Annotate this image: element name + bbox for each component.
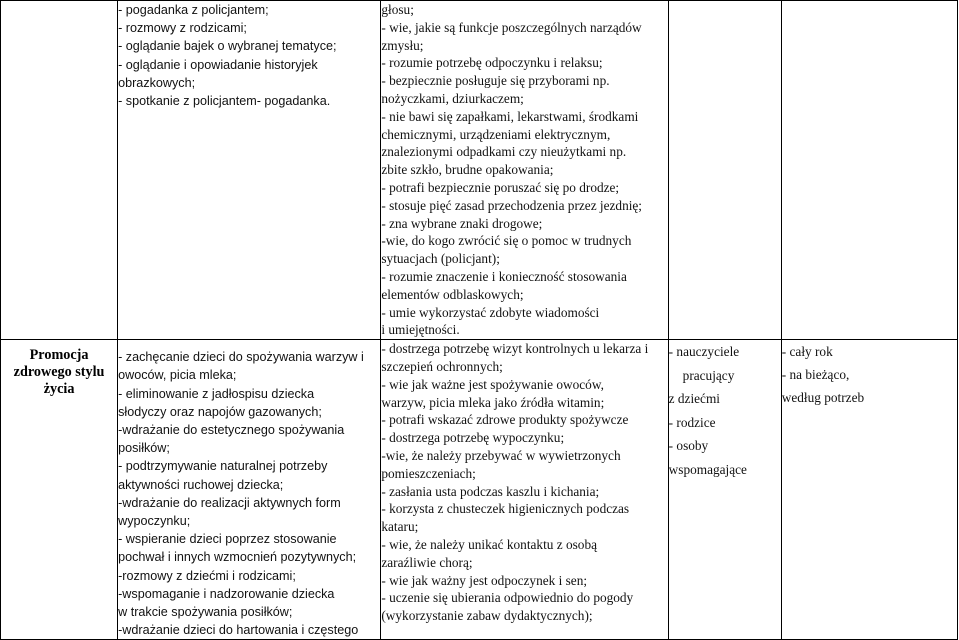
area-cell-empty xyxy=(1,1,118,340)
activity-line: posiłków; xyxy=(118,441,170,456)
activity-line: -wdrażanie dzieci do hartowania i częstego xyxy=(118,623,359,638)
outcome-line: (wykorzystanie zabaw dydaktycznych); xyxy=(381,608,593,624)
outcome-line: - stosuje pięć zasad przechodzenia przez jezdnię; xyxy=(381,197,643,213)
outcomes-list xyxy=(381,1,667,339)
activity-line: - zachęcanie dzieci do spożywania warzyw i xyxy=(118,350,364,365)
responsible-cell xyxy=(668,340,781,640)
activity-line: -rozmowy z dziećmi i rodzicami; xyxy=(118,568,296,583)
outcome-line: nożyczkami, dziurkaczem; xyxy=(381,90,524,106)
activities-cell xyxy=(118,1,381,340)
outcome-line: -wie, do kogo zwrócić się o pomoc w trudnych xyxy=(381,233,632,249)
timing-cell-empty xyxy=(781,1,957,340)
outcome-line: - wie, że należy unikać kontaktu z osobą xyxy=(381,536,597,552)
outcome-line: - dostrzega potrzebę wypoczynku; xyxy=(381,430,565,446)
outcome-line: elementów odblaskowych; xyxy=(381,286,524,302)
timing-line: - na bieżąco, xyxy=(781,367,850,383)
activity-line: owoców, picia mleka; xyxy=(118,368,237,383)
activity-line: słodyczy oraz napojów gazowanych; xyxy=(118,404,322,419)
activity-line: - oglądanie bajek o wybranej tematyce; xyxy=(118,39,337,54)
outcome-line: - potrafi wskazać zdrowe produkty spożywcze xyxy=(381,412,629,428)
outcome-line: - umie wykorzystać zdobyte wiadomości xyxy=(381,304,600,320)
responsible-line: - osoby xyxy=(668,438,709,454)
activity-line: - oglądanie i opowiadanie historyjek xyxy=(118,57,318,72)
outcome-line: zbite szkło, brudne opakowania; xyxy=(381,162,554,178)
outcome-line: - rozumie znaczenie i konieczność stosowania xyxy=(381,268,627,284)
outcome-line: - wie jak ważny jest odpoczynek i sen; xyxy=(381,572,588,588)
outcome-line: pomieszczeniach; xyxy=(381,465,476,481)
table-row xyxy=(1,340,958,640)
outcome-line: zmysłu; xyxy=(381,37,424,53)
outcome-line: - wie jak ważne jest spożywanie owoców, xyxy=(381,376,604,392)
activity-line: - eliminowanie z jadłospisu dziecka xyxy=(118,386,315,401)
responsible-line: pracujący xyxy=(682,367,735,383)
outcome-line: -wie, że należy przebywać w wywietrzonych xyxy=(381,447,621,463)
responsible-line: z dziećmi xyxy=(668,391,720,407)
outcome-line: znalezionymi odpadkami czy nieużytkami np. xyxy=(381,144,627,160)
activity-line: - wspieranie dzieci poprzez stosowanie xyxy=(118,532,337,547)
activity-line: - rozmowy z rodzicami; xyxy=(118,21,247,36)
activity-line: -wdrażanie do estetycznego spożywania xyxy=(118,422,345,437)
outcome-line: - wie, jakie są funkcje poszczególnych narządów xyxy=(381,19,642,35)
responsible-line: wspomagające xyxy=(668,461,747,477)
outcome-line: - dostrzega potrzebę wizyt kontrolnych u lekarza i xyxy=(381,341,649,357)
timing-cell xyxy=(781,340,957,640)
activity-line: obrazkowych; xyxy=(118,75,196,90)
timing-line: według potrzeb xyxy=(781,390,865,406)
responsible-cell-empty xyxy=(668,1,781,340)
outcome-line: szczepień ochronnych; xyxy=(381,358,503,374)
activity-line: - pogadanka z policjantem; xyxy=(118,3,269,17)
outcomes-cell xyxy=(381,340,668,640)
section-title-line: Promocja xyxy=(29,347,89,364)
activity-line: - spotkanie z policjantem- pogadanka. xyxy=(118,94,331,109)
outcome-line: - uczenie się ubierania odpowiednio do pogody xyxy=(381,590,634,606)
outcome-line: warzyw, picia mleka jako źródła witamin; xyxy=(381,394,605,410)
outcome-line: - zasłania usta podczas kaszlu i kichania; xyxy=(381,483,600,499)
responsible-line: - nauczyciele xyxy=(668,344,740,360)
outcome-line: zaraźliwie chorą; xyxy=(381,554,473,570)
section-title-line: zdrowego stylu xyxy=(13,364,105,381)
outcome-line: i umiejętności. xyxy=(381,322,460,338)
outcome-line: - korzysta z chusteczek higienicznych podczas xyxy=(381,501,630,517)
activities-list xyxy=(118,1,380,110)
activity-line: pochwał i innych wzmocnień pozytywnych; xyxy=(118,550,357,565)
outcome-line: chemicznymi, urządzeniami elektrycznym, xyxy=(381,126,611,142)
outcome-line: - zna wybrane znaki drogowe; xyxy=(381,215,543,231)
timing-list xyxy=(782,340,957,409)
area-cell xyxy=(1,340,118,640)
activity-line: -wspomaganie i nadzorowanie dziecka xyxy=(118,586,335,601)
outcome-line: sytuacjach (policjant); xyxy=(381,251,500,267)
outcome-line: głosu; xyxy=(381,2,414,17)
responsible-line: - rodzice xyxy=(668,414,716,430)
section-title xyxy=(1,340,117,398)
outcome-line: - bezpiecznie posługuje się przyborami np. xyxy=(381,73,610,89)
responsible-list xyxy=(669,340,781,481)
activity-line: w trakcie spożywania posiłków; xyxy=(118,604,293,619)
timing-line: - cały rok xyxy=(781,344,833,360)
activity-line: - podtrzymywanie naturalnej potrzeby xyxy=(118,459,328,474)
outcome-line: - rozumie potrzebę odpoczynku i relaksu; xyxy=(381,55,603,71)
outcomes-list xyxy=(381,340,667,625)
activity-line: aktywności ruchowej dziecka; xyxy=(118,477,284,492)
activities-cell xyxy=(118,340,381,640)
activity-line: wypoczynku; xyxy=(118,513,191,528)
section-title-line: życia xyxy=(43,381,75,398)
outcome-line: - potrafi bezpiecznie poruszać się po drodze; xyxy=(381,179,620,195)
outcomes-cell xyxy=(381,1,668,340)
outcome-line: - nie bawi się zapałkami, lekarstwami, środkami xyxy=(381,108,639,124)
activities-list xyxy=(118,348,380,639)
outcome-line: kataru; xyxy=(381,519,419,535)
table-row xyxy=(1,1,958,340)
activity-line: -wdrażanie do realizacji aktywnych form xyxy=(118,495,341,510)
